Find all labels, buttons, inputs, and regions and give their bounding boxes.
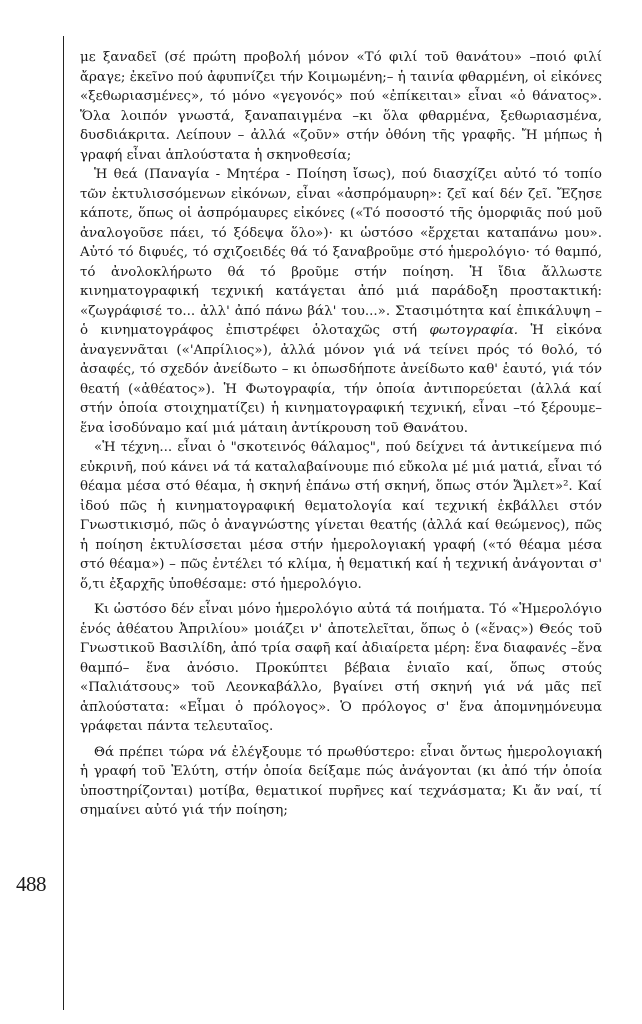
paragraph-2-text: Ἡ θεά (Παναγία - Μητέρα - Ποίηση ἴσως), πού διασχίζει αὐτό τό τοπίο τῶν ἐκτυλισσόμενων εἰκόνων, εἶναι «ἀσπρόμαυρη»: ζεῖ καί δέν ζεῖ. Ἔζησε κάποτε, ὅπως οἱ ἀσπρόμαυρες εἰκόνες («Τό ποσοστό τῆς ὁμορφιᾶς πού μοῦ ἀναλογοῦσε πάει, τό ξόδεψα ὅλο»)· κι ὡστόσο «ἔρχεται καταπάνω μου». Αὐτό τό διφυές, τό σχιζοειδές θά τό ξαναβροῦμε στό ἡμερολόγιο· τό θαμπό, τό ἀνολοκλήρωτο θά τό βροῦμε στήν ποίηση. Ἡ ἴδια ἄλλωστε κινηματογραφική τεχνική κατάγεται ἀπό μιά παράδοξη προστακτική: «ζωγράφισέ το... ἀλλ' ἀπό πάνω βάλ' του...». Στασιμότητα καί ἐπικάλυψη – ὁ κινηματογράφος ἐπιστρέφει ὁλοταχῶς στή xyxy=(80,167,602,338)
body-text xyxy=(80,48,602,821)
italic-term-photography: φωτογραφία. xyxy=(429,323,519,338)
paragraph-2-continued: Ἡ εἰκόνα ἀναγεννᾶται («'Απρίλιος»), ἀλλά μόνον γιά νά τείνει πρός τό θολό, τό ἀσαφές, τό σχεδόν ἀνείδωτο – κι ὁπωσδήποτε ἀνείδωτο καθ' ἑαυτό, γιά τόν θεατή («ἀθέατος»). Ἡ Φωτογραφία, τήν ὁποία ἀντιπορεύεται (ἀλλά καί στήν ὁποία στοιχηματίζει) ἡ κινηματογραφική τεχνική, εἶναι –τό ξέρουμε– ἕνα ἰσοδύναμο καί μιά μάταιη ἀντίκρουση τοῦ Θανάτου. xyxy=(80,323,602,436)
quotation-art: «Ἡ τέχνη... εἶναι ὁ "σκοτεινός θάλαμος", πού δείχνει τά ἀντικείμενα πιό εὐκρινῆ, πού κάνει νά τά καταλαβαίνουμε πιό εὔκολα μέ μιά ματιά, εἶναι τό θέαμα μέσα στό θέαμα, ἡ σκηνή ἐπάνω στή σκηνή, ὅπως στόν Ἄμλετ»². xyxy=(80,440,602,494)
page-number: 488 xyxy=(16,872,46,896)
paragraph-5: Θά πρέπει τώρα νά ἐλέγξουμε τό πρωθύστερο: εἶναι ὄντως ἡμερολογιακή ἡ γραφή τοῦ Ἐλύτη, στήν ὁποία δείξαμε πώς ἀνάγονται (κι ἀπό τήν ὁποία ὑποστηρίζονται) μοτίβα, θεματικοί πυρῆνες καί τεχνάσματα; Κι ἄν ναί, τί σημαίνει αὐτό γιά τήν ποίηση; xyxy=(80,744,602,818)
paragraph-2 xyxy=(80,165,602,438)
paragraph-3-continued: Καί ἰδού πῶς ἡ κινηματογραφική θεματολογία καί τεχνική ἐκβάλλει στόν Γνωστικισμό, πῶς ὁ ἀναγνώστης γίνεται θεατής (ἀλλά καί θεώμενος), πῶς ἡ ποίηση ἐκτυλίσσεται μέσα στήν ἡμερολογιακή γραφή («τό θέαμα μέσα στό θέαμα») – πῶς ἐντέλει τό κλίμα, ἡ θεματική καί ἡ τεχνική ἀνάγονται σ' ὅ,τι ἐξαρχῆς ὑποθέσαμε: στό ἡμερολόγιο. xyxy=(80,479,602,592)
paragraph-3 xyxy=(80,438,602,594)
margin-rule xyxy=(63,36,64,1010)
paragraph-1: με ξαναδεῖ (σέ πρώτη προβολή μόνον «Τό φιλί τοῦ θανάτου» –ποιό φιλί ἄραγε; ἐκεῖνο πού ἀφυπνίζει τήν Κοιμωμένη;– ἡ ταινία φθαρμένη, οἱ εἰκόνες «ξεθωριασμένες», τό μόνο «γεγονός» πού «ἐπίκειται» εἶναι «ὁ θάνατος». Ὅλα λοιπόν γνωστά, ξαναπαιγμένα –κι ὅλα φθαρμένα, ξεθωριασμένα, δυσδιάκριτα. Λείπουν – ἀλλά «ζοῦν» στήν ὀθόνη τῆς γραφῆς. Ἤ μήπως ἡ γραφή εἶναι ἁπλούστατα ἡ σκηνοθεσία; xyxy=(80,50,602,163)
paragraph-4: Κι ὡστόσο δέν εἶναι μόνο ἡμερολόγιο αὐτά τά ποιήματα. Τό «Ἡμερολόγιο ἑνός ἀθέατου Ἀπριλίου» μοιάζει ν' ἀποτελεῖται, ὅπως ὁ («ἕνας») Θεός τοῦ Γνωστικοῦ Βασιλίδη, ἀπό τρία σαφῆ καί ἀδιαίρετα μέρη: ἕνα διαφανές –ἕνα θαμπό– ἕνα ἀνόσιο. Προκύπτει βέβαια ἑνιαῖο καί, ὅπως στούς «Παλιάτσους» τοῦ Λεονκαβάλλο, βγαίνει στή σκηνή γιά νά μᾶς πεῖ ἁπλούστατα: «Εἶμαι ὁ πρόλογος». Ὁ πρόλογος σ' ἕνα ἀπομνημόνευμα γράφεται πάντα τελευταῖος. xyxy=(80,602,602,734)
